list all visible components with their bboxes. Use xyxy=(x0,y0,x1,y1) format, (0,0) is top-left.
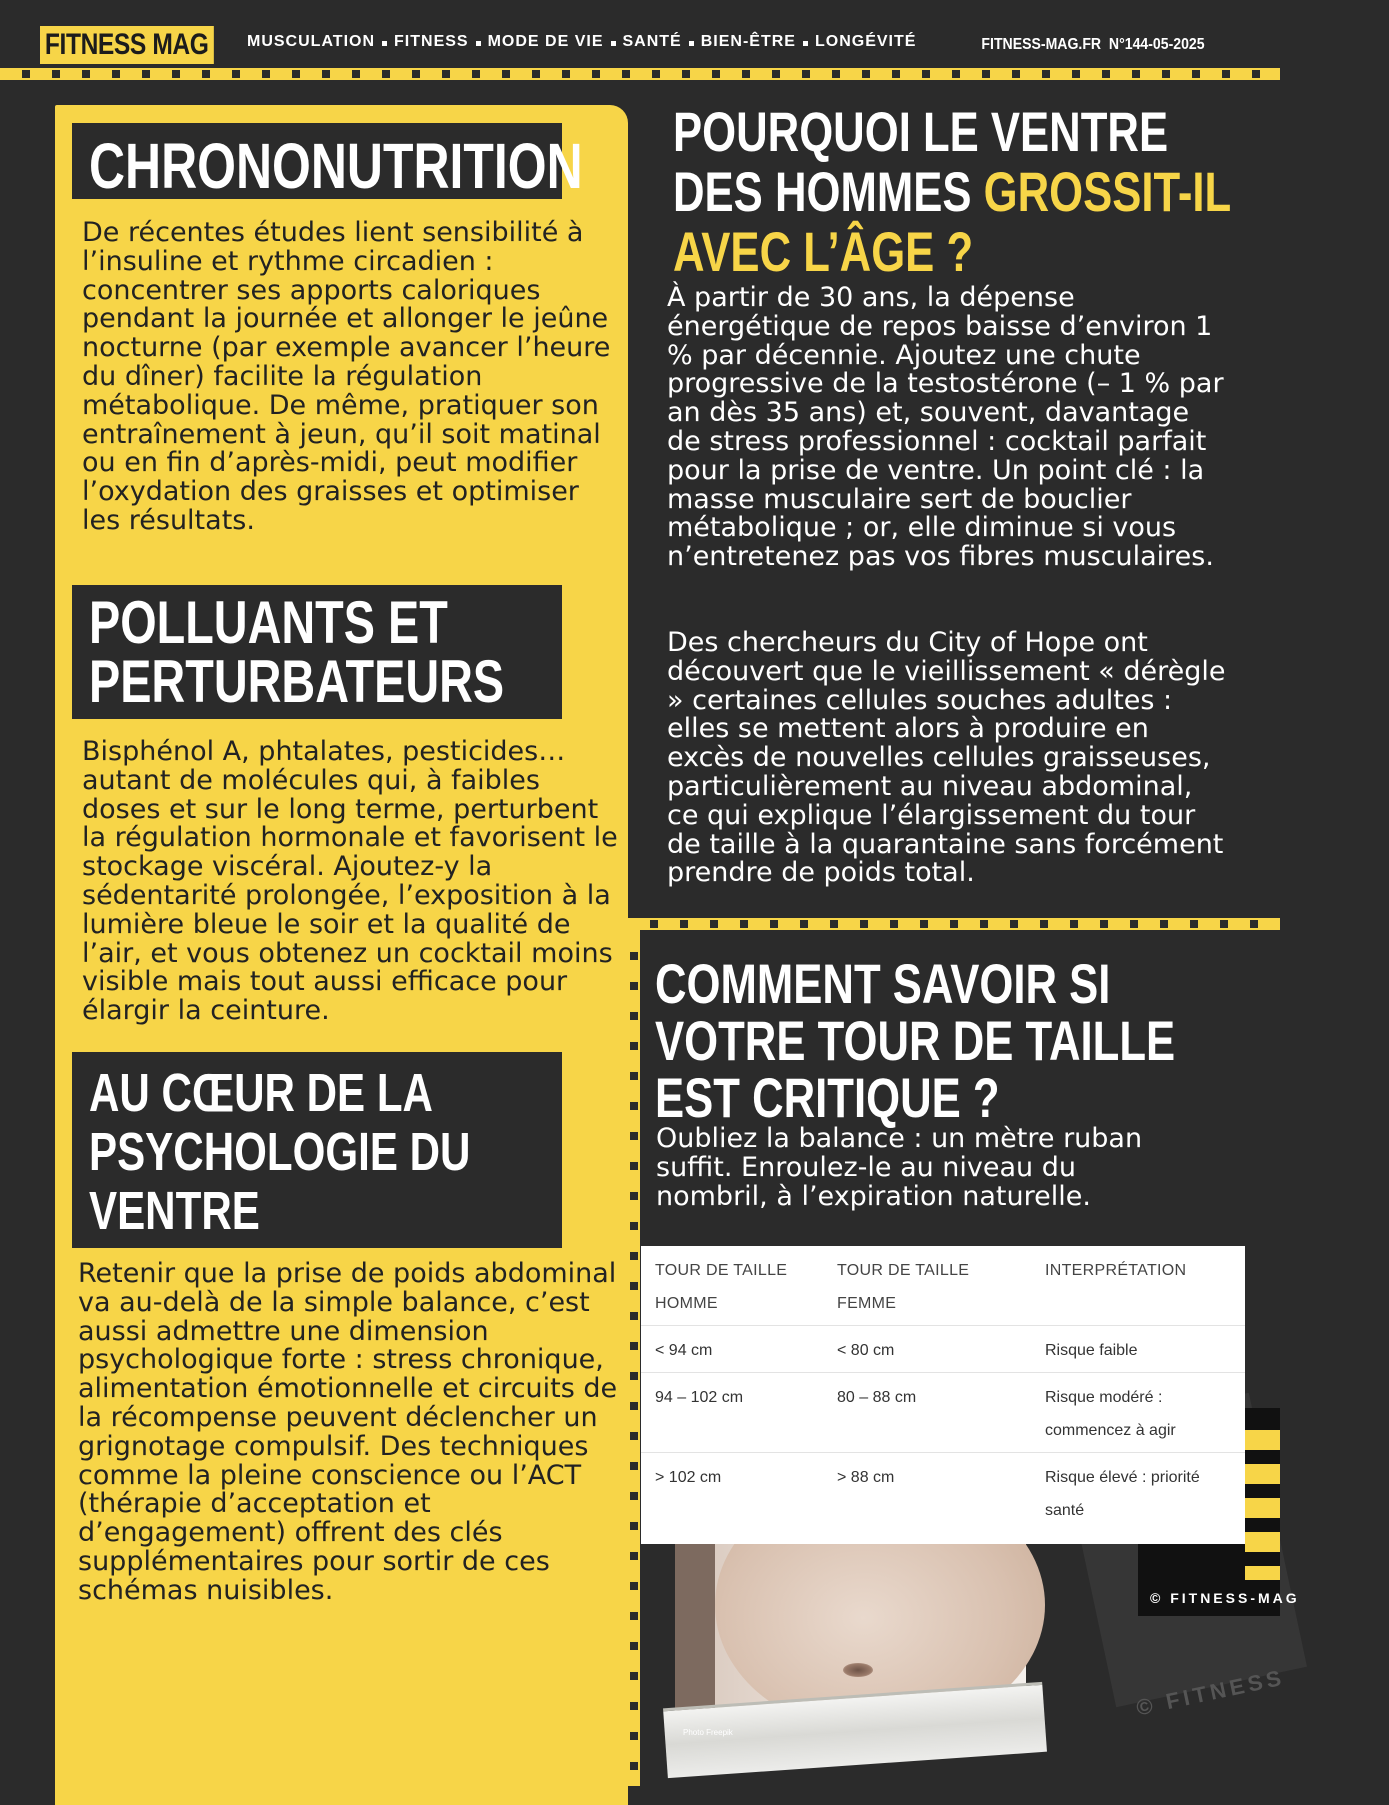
table-row xyxy=(641,1373,1245,1453)
waist-table xyxy=(641,1246,1245,1544)
nav-item-sante[interactable]: SANTÉ xyxy=(622,33,682,50)
issue-number: N°144-05-2025 xyxy=(1109,36,1205,53)
header xyxy=(0,0,1280,68)
column-stripe-divider xyxy=(628,930,640,1786)
section-stripe-divider xyxy=(628,918,1280,930)
site-url[interactable]: FITNESS-MAG.FR xyxy=(981,36,1102,53)
article2-text: Oubliez la balance : un mètre ruban suffit. Enroulez-le au niveau du nombril, à l’expiration naturelle. xyxy=(656,1123,1143,1212)
table-cell: Risque modéré : commencez à agir xyxy=(1031,1373,1245,1453)
chrononutrition-text: De récentes études lient sensibilité à l’insuline et rythme circadien : concentrer ses apports caloriques pendant la journée et allonger le jeûne nocturne (par exemple avancer l’heure du dîner) facilite la régulation métabolique. De même, pratiquer son entraînement à jeun, qu’il soit matinal ou en fin d’après-midi, peut modifier l’oxydation des graisses et optimiser les résultats. xyxy=(82,217,611,536)
belly-photo xyxy=(675,1535,1026,1745)
polluants-text: Bisphénol A, phtalates, pesticides… autant de molécules qui, à faibles doses et sur le long terme, perturbent la régulation hormonale et favorisent le stockage viscéral. Ajoutez-y la sédentarité prolongée, l’exposition à la lumière bleue le soir et la qualité de l’air, et vous obtenez un cocktail moins visible mais tout aussi efficace pour élargir la ceinture. xyxy=(82,736,618,1027)
nav-item-bien-etre[interactable]: BIEN-ÊTRE xyxy=(700,33,796,50)
header-stripe-divider xyxy=(0,68,1280,80)
psychologie-heading: AU CŒUR DE LA PSYCHOLOGIE DU VENTRE xyxy=(72,1052,562,1248)
watermark-ghost-text: © FITNESS xyxy=(1133,1664,1288,1721)
table-cell: > 102 cm xyxy=(641,1453,823,1533)
column-header: TOUR DE TAILLE FEMME xyxy=(837,1262,970,1312)
nav-item-mode-de-vie[interactable]: MODE DE VIE xyxy=(487,33,604,50)
table-cell: 80 – 88 cm xyxy=(823,1373,1031,1453)
nav-item-fitness[interactable]: FITNESS xyxy=(394,33,469,50)
article1-title: POURQUOI LE VENTRE DES HOMMES GROSSIT-IL AVEC L’ÂGE ? xyxy=(673,100,1232,283)
watermark-stripes xyxy=(1245,1430,1280,1580)
table-row xyxy=(641,1453,1245,1533)
table-cell: > 88 cm xyxy=(823,1453,1031,1533)
table-header-row xyxy=(641,1246,1245,1326)
table-cell: Risque élevé : priorité santé xyxy=(1031,1453,1245,1533)
table-cell: 94 – 102 cm xyxy=(641,1373,823,1453)
column-header: INTERPRÉTATION xyxy=(1045,1262,1187,1279)
nav-item-musculation[interactable]: MUSCULATION xyxy=(247,33,376,50)
issue-info xyxy=(982,36,1205,54)
logo[interactable]: FITNESS MAG xyxy=(40,26,213,64)
article2-title: COMMENT SAVOIR SI VOTRE TOUR DE TAILLE EST CRITIQUE ? xyxy=(655,952,1176,1129)
photo-credit: Photo Freepik xyxy=(683,1728,733,1737)
polluants-heading: POLLUANTS ET PERTURBATEURS xyxy=(72,585,562,719)
table-cell: Risque faible xyxy=(1031,1326,1245,1373)
column-header: TOUR DE TAILLE HOMME xyxy=(655,1262,788,1312)
table-cell: < 80 cm xyxy=(823,1326,1031,1373)
chrononutrition-heading: CHRONONUTRITION xyxy=(72,123,562,199)
psychologie-text: Retenir que la prise de poids abdominal va au-delà de la simple balance, c’est aussi admettre une dimension psychologique forte : stress chronique, alimentation émotionnelle et circuits de la récompense peuvent déclencher un grignotage compulsif. Des techniques comme la pleine conscience ou l’ACT (thérapie d’acceptation et d’engagement) offrent des clés supplémentaires pour sortir de ces schémas nuisibles. xyxy=(78,1258,618,1606)
watermark-copyright: © FITNESS-MAG xyxy=(1150,1590,1300,1606)
main-nav xyxy=(240,33,923,51)
nav-item-longevite[interactable]: LONGÉVITÉ xyxy=(814,33,917,50)
article1-paragraph-1: À partir de 30 ans, la dépense énergétique de repos baisse d’environ 1 % par décennie. Ajoutez une chute progressive de la testostérone (– 1 % par an dès 35 ans) et, souvent, davantage de stress professionnel : cocktail parfait pour la prise de ventre. Un point clé : la masse musculaire sert de bouclier métabolique ; or, elle diminue si vous n’entretenez pas vos fibres musculaires. xyxy=(667,282,1224,573)
article1-paragraph-2: Des chercheurs du City of Hope ont découvert que le vieillissement « dérègle » certaines cellules souches adultes : elles se mettent alors à produire en excès de nouvelles cellules graisseuses, particulièrement au niveau abdominal, ce qui explique l’élargissement du tour de taille à la quarantaine sans forcément prendre de poids total. xyxy=(667,627,1226,889)
table-row xyxy=(641,1326,1245,1373)
table-cell: < 94 cm xyxy=(641,1326,823,1373)
